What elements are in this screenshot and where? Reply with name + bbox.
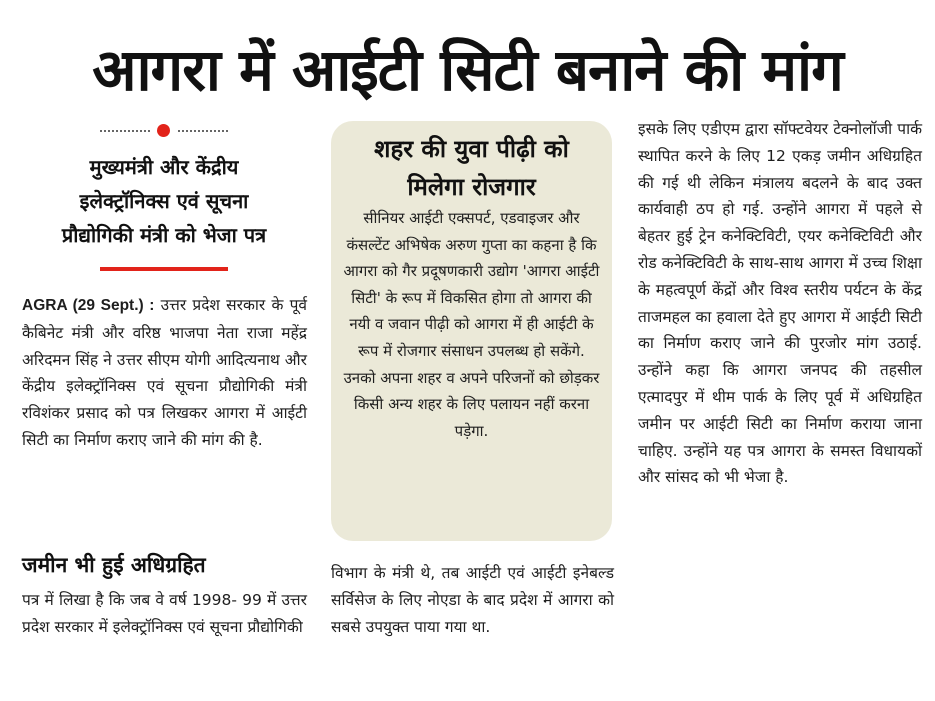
dateline: AGRA (29 Sept.) : bbox=[22, 297, 155, 314]
red-dot-ornament bbox=[157, 124, 170, 137]
subheadline bbox=[22, 150, 306, 252]
pull-quote-title-line: शहर की युवा पीढ़ी को bbox=[374, 135, 569, 163]
subheadline-line: मुख्यमंत्री और केंद्रीय bbox=[89, 155, 239, 179]
right-column-text: इसके लिए एडीएम द्वारा सॉफ्टवेयर टेक्नोलॉजी पार्क स्थापित करने के लिए 12 एकड़ जमीन अधिग्रहित की गई थी लेकिन मंत्रालय बदलने के बाद उक्त कार्यवाही ठप हो गई. उन्होंने आगरा में पहले से बेहतर हुई ट्रेन कनेक्टिविटी, एयर कनेक्टिविटी और रोड कनेक्टिविटी के साथ-साथ आगरा में उच्च शिक्षा के महत्वपूर्ण केंद्रों और विश्व स्तरीय पर्यटन के केंद्र ताजमहल का हवाला देते हुए आगरा में आईटी सिटी का निर्माण कराए जाने की पुरजोर मांग उठाई. उन्होंने कहा कि आगरा जनपद की तहसील एत्मादपुर में थीम पार्क के लिए पूर्व में अधिग्रहित जमीन पर आईटी सिटी का निर्माण कराया जाना चाहिए. उन्होंने यह पत्र आगरा के समस्त विधायकों और सांसद को भी भेजा है. bbox=[638, 120, 922, 487]
dotted-divider-right bbox=[178, 130, 228, 132]
pull-quote-body: सीनियर आईटी एक्सपर्ट, एडवाइजर और कंसल्टेंट अभिषेक अरुण गुप्ता का कहना है कि आगरा को गैर प्रदूषणकारी उद्योग 'आगरा आईटी सिटी' के रूप में विकसित होगा तो आगरा की नयी व जवान पीढ़ी को आगरा में ही आईटी के रूप में रोजगार संसाधन उपलब्ध हो सकेंगे. उनको अपना शहर व अपने परिजनों को छोड़कर किसी अन्य शहर के लिए पलायन नहीं करना पड़ेगा. bbox=[343, 209, 600, 440]
middle-column-continuation: विभाग के मंत्री थे, तब आईटी एवं आईटी इनेबल्ड सर्विसेज के लिए नोएडा के बाद प्रदेश में आगरा को सबसे उपयुक्त पाया गया था. bbox=[331, 564, 614, 636]
headline: आगरा में आईटी सिटी बनाने की मांग bbox=[92, 36, 843, 104]
red-divider bbox=[100, 267, 228, 271]
left-column-continuation: पत्र में लिखा है कि जब वे वर्ष 1998- 99 में उत्तर प्रदेश सरकार में इलेक्ट्रॉनिक्स एवं सूचना प्रौद्योगिकी bbox=[22, 591, 307, 636]
subheadline-line: इलेक्ट्रॉनिक्स एवं सूचना bbox=[79, 189, 249, 213]
lead-paragraph bbox=[22, 292, 307, 454]
subheadline-line: प्रौद्योगिकी मंत्री को भेजा पत्र bbox=[61, 223, 267, 247]
pull-quote-title-line: मिलेगा रोजगार bbox=[407, 173, 536, 201]
lead-text: उत्तर प्रदेश सरकार के पूर्व कैबिनेट मंत्री और वरिष्ठ भाजपा नेता राजा महेंद्र अरिदमन सिंह ने उत्तर सीएम योगी आदित्यनाथ और केंद्रीय इलेक्ट्रॉनिक्स एवं सूचना प्रौद्योगिकी मंत्री रविशंकर प्रसाद को पत्र लिखकर आगरा में आईटी सिटी का निर्माण कराए जाने की मांग की है. bbox=[22, 296, 307, 449]
crosshead: जमीन भी हुई अधिग्रहित bbox=[22, 553, 206, 577]
dotted-divider-left bbox=[100, 130, 150, 132]
pull-quote-title bbox=[331, 130, 612, 206]
